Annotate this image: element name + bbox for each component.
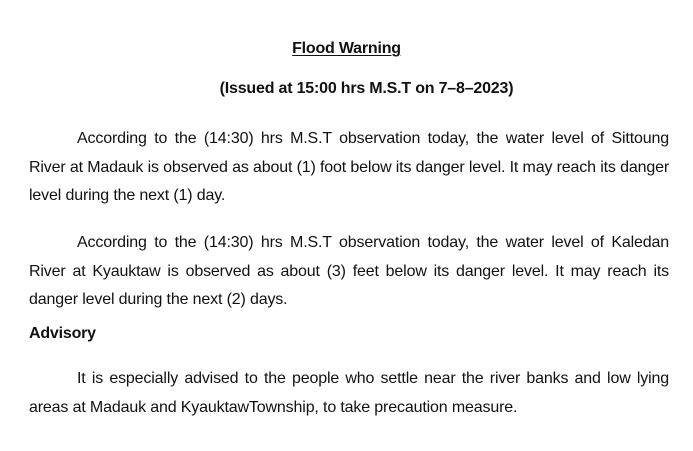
paragraph-kaledan: According to the (14:30) hrs M.S.T observation today, the water level of Kaledan River at Kyauktaw is observed as about (3) feet below its danger level. It may reach its danger level during the next (2) days.	[29, 234, 669, 309]
advisory-heading: Advisory	[29, 325, 96, 342]
paragraph-sittoung: According to the (14:30) hrs M.S.T observation today, the water level of Sittoung River at Madauk is observed as about (1) foot below its danger level. It may reach its danger level during the next (1) day.	[29, 130, 669, 205]
advisory-paragraph: It is especially advised to the people who settle near the river banks and low lying areas at Madauk and KyauktawTownship, to take precaution measure.	[29, 370, 669, 416]
document-title: Flood Warning	[292, 40, 401, 57]
issued-timestamp: (Issued at 15:00 hrs M.S.T on 7–8–2023)	[219, 80, 514, 97]
